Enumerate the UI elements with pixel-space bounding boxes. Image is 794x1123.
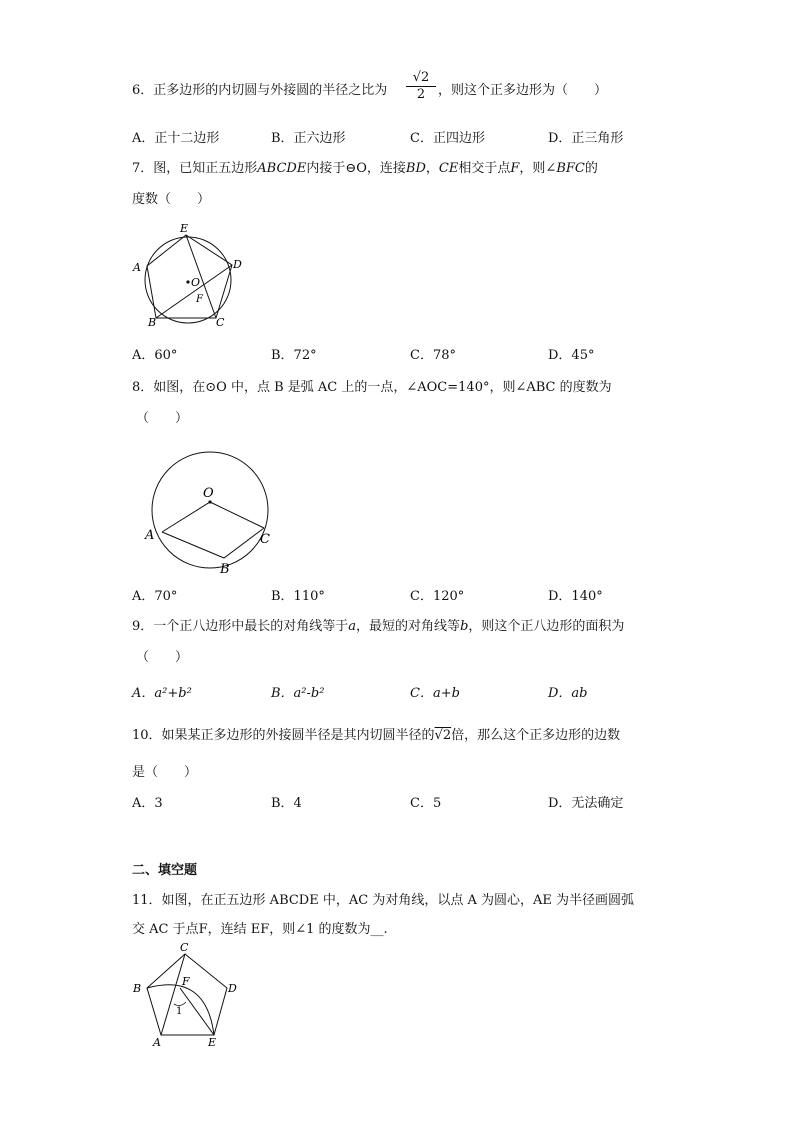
q10-option-c[interactable]: C．5 [410,796,442,811]
q7-segment-bd: BD [405,161,426,176]
q6-option-b[interactable]: B．正六边形 [271,131,346,146]
q7-line1-m: 的 [584,161,598,176]
q10-line1 [132,727,620,745]
q10-option-d[interactable]: D．无法确定 [548,796,624,811]
q7-line2: 度数（ ） [132,192,211,207]
q6-fraction-denominator: 2 [416,87,426,102]
q9-line1-e: ，则这个正八边形的面积为 [468,619,625,634]
q9-line2: （ ） [136,650,189,665]
q7-line1-e: ，连接 [366,161,406,176]
q7-figure [130,220,240,332]
q11-pentagon [147,954,227,1035]
q8-option-a[interactable]: A．70° [132,589,178,604]
q9-option-b[interactable]: B．a²-b² [271,686,325,701]
q7-segment-ce: CE [438,161,459,176]
q7-label-a: A [133,261,141,274]
q9-var-a: a [348,619,357,634]
q10-line1-c: 倍，那么这个正多边形的边数 [451,728,621,743]
q8-label-a: A [145,528,155,543]
q7-segment-bd-line [156,265,232,318]
q11-label-b: B [133,982,142,995]
q10-option-a[interactable]: A．3 [132,796,163,811]
q8-line1: 8．如图，在⊙O 中，点 B 是弧 AC 上的一点，∠AOC=140°，则∠ABC 的度数为 [132,380,612,395]
q7-label-c: C [216,316,225,329]
q11-label-1: 1 [176,1006,183,1017]
q7-label-b: B [148,316,157,329]
q11-line1: 11．如图，在正五边形 ABCDE 中，AC 为对角线，以点 A 为圆心，AE 为半径画圆弧 [132,893,634,908]
q7-option-c[interactable]: C．78° [410,348,456,363]
q7-label-d: D [233,258,242,271]
q7-line1-a: 7．图，已知正五边形 [132,161,258,176]
q6-text-before: 6．正多边形的内切圆与外接圆的半径之比为 [132,83,388,98]
q11-label-f: F [182,975,190,988]
q7-line1 [132,160,598,178]
q8-label-o: O [203,486,214,501]
q8-circle [152,452,268,568]
q8-segments-oa-oc [162,502,264,532]
q7-label-o: O [191,276,201,289]
q7-pentagon-name: ABCDE [257,161,307,176]
q8-option-b[interactable]: B．110° [271,589,325,604]
q11-label-a: A [153,1036,161,1049]
q8-option-c[interactable]: C．120° [410,589,465,604]
q6-text-after: ，则这个正多边形为（ ） [438,83,608,98]
q10-sqrt2: √2 [434,728,452,743]
q7-angle-bfc: ∠BFC [545,161,585,176]
q6-option-c[interactable]: C．正四边形 [410,131,485,146]
q6-option-a[interactable]: A．正十二边形 [132,131,220,146]
q11-line2: 交 AC 于点F，连结 EF，则∠1 的度数为__. [132,922,388,937]
q9-var-b: b [460,619,469,634]
q6-fraction [406,70,436,103]
q7-line1-k: ，则 [519,161,546,176]
q8-label-c: C [260,532,270,547]
q11-label-d: D [228,982,237,995]
q9-option-a[interactable]: A．a²+b² [132,686,192,701]
q7-line1-i: 相交于点 [458,161,511,176]
q7-line1-g: ， [425,161,439,176]
q7-center-dot [186,280,189,283]
q11-label-e: E [208,1036,217,1049]
q11-label-c: C [180,941,189,954]
q9-line1-a: 9．一个正八边形中最长的对角线等于 [132,619,349,634]
q7-option-d[interactable]: D．45° [548,348,595,363]
q11-diagonal-ac [161,954,185,1035]
q7-circle-symbol: ⊖O [345,161,367,176]
section-title-fill-blank: 二、填空题 [132,863,198,878]
q7-label-f: F [196,294,203,305]
q9-option-c[interactable]: C．a+b [410,686,460,701]
q7-option-a[interactable]: A．60° [132,348,178,363]
q10-line1-a: 10．如果某正多边形的外接圆半径是其内切圆半径的 [132,728,435,743]
q8-option-d[interactable]: D．140° [548,589,603,604]
q7-label-e: E [180,222,189,235]
q9-line1 [132,618,624,636]
q11-figure [128,940,248,1050]
q9-option-d[interactable]: D．ab [548,686,588,701]
q7-option-b[interactable]: B．72° [271,348,317,363]
q8-line2: （ ） [136,411,189,426]
q7-point-f: F [510,161,520,176]
q8-label-b: B [220,562,230,577]
q7-line1-c: 内接于 [306,161,346,176]
q6-fraction-numerator: √2 [406,70,436,87]
q10-option-b[interactable]: B．4 [271,796,302,811]
q8-figure [140,440,280,580]
q9-line1-c: ，最短的对角线等 [356,619,461,634]
q6-option-d[interactable]: D．正三角形 [548,131,624,146]
q10-line2: 是（ ） [132,765,198,780]
